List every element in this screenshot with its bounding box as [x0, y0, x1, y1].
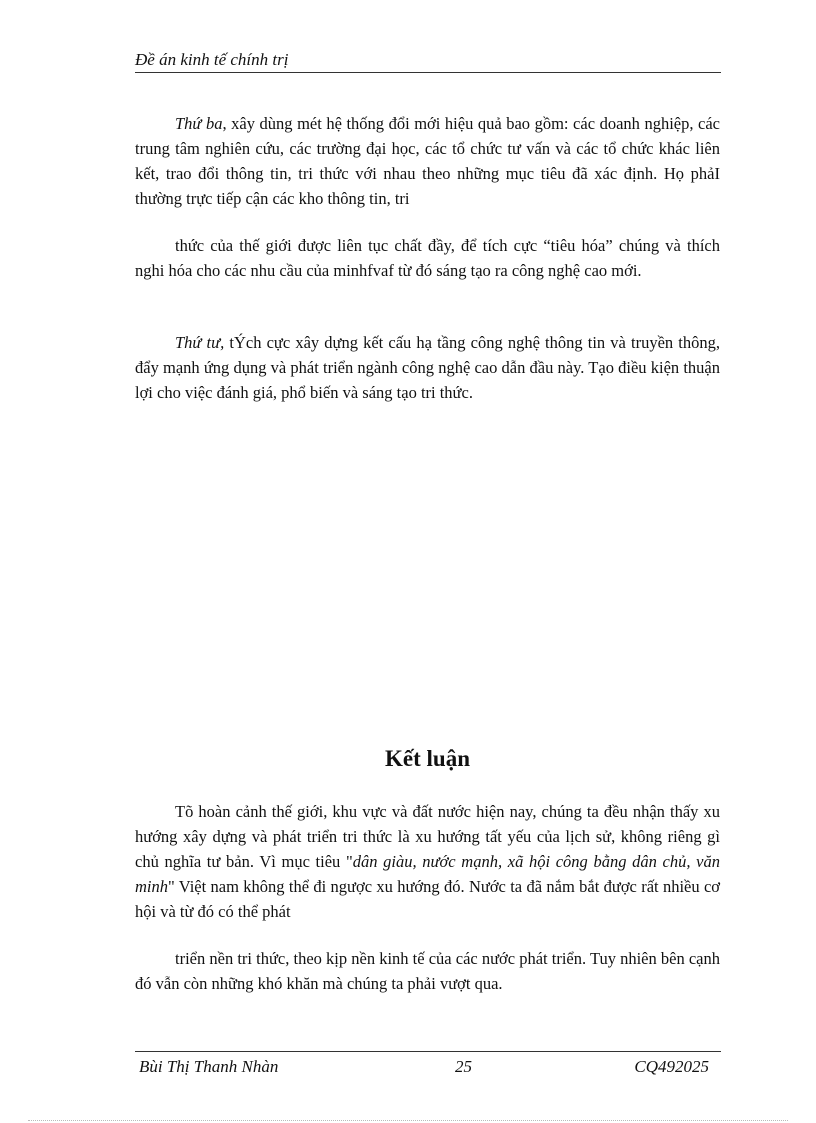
paragraph-text: , xây dùng mét hệ thống đổi mới hiệu quả bao gồm: các doanh nghiệp, các trung tâm nghiên cứu, các trường đại học, các tổ chức tư vấn và các tổ chức khác liên kết, trao đổi thông tin, tri thức với nhau theo những mục tiêu đã xác định. Họ phảI thường trực tiếp cận các kho thông tin, tri: [135, 114, 720, 208]
header-title: Đề án kinh tế chính trị: [135, 50, 289, 69]
paragraph-text: triển nền tri thức, theo kịp nền kinh tế của các nước phát triển. Tuy nhiên bên cạnh đó vẫn còn những khó khăn mà chúng ta phải vượt qua.: [135, 949, 720, 993]
paragraph-conclusion: [135, 799, 720, 924]
paragraph-thu-ba: [135, 111, 720, 211]
footer-author: Bùi Thị Thanh Nhàn: [139, 1057, 279, 1076]
paragraph-continuation: [135, 233, 720, 283]
paragraph-conclusion-continuation: [135, 946, 720, 996]
footer-code: CQ492025: [634, 1057, 709, 1076]
paragraph-lead: Thứ tư,: [175, 333, 225, 352]
paragraph-thu-tu: [135, 330, 720, 405]
paragraph-lead: Thứ ba: [175, 114, 223, 133]
paragraph-text: " Việt nam không thể đi ngược xu hướng đó. Nước ta đã nắm bắt được rất nhiều cơ hội và từ đó có thể phát: [135, 877, 720, 921]
page-footer: [135, 1051, 721, 1076]
page-bottom-divider: [28, 1120, 788, 1121]
footer-page-number: 25: [455, 1057, 472, 1076]
paragraph-text: thức của thế giới được liên tục chất đầy, để tích cực “tiêu hóa” chúng và thích nghi hóa cho các nhu cầu của minhfvaf từ đó sáng tạo ra công nghệ cao mới.: [135, 236, 720, 280]
paragraph-text: Tõ hoàn cảnh thế giới, khu vực và đất nước hiện nay, chúng ta đều nhận thấy xu hướng xây dựng và phát triển tri thức là xu hướng tất yếu của lịch sử, không riêng gì chủ nghĩa tư bản. Vì mục tiêu ": [135, 802, 720, 871]
slogan-text: dân giàu, nước mạnh, xã hội công bằng dân chủ, văn minh: [135, 852, 720, 896]
paragraph-text: tÝch cực xây dựng kết cấu hạ tầng công nghệ thông tin và truyền thông, đẩy mạnh ứng dụng và phát triển ngành công nghệ cao dẫn đầu này. Tạo điều kiện thuận lợi cho việc đánh giá, phổ biến và sáng tạo tri thức.: [135, 333, 720, 402]
section-title: Kết luận: [385, 746, 470, 771]
page-header: [135, 48, 721, 73]
